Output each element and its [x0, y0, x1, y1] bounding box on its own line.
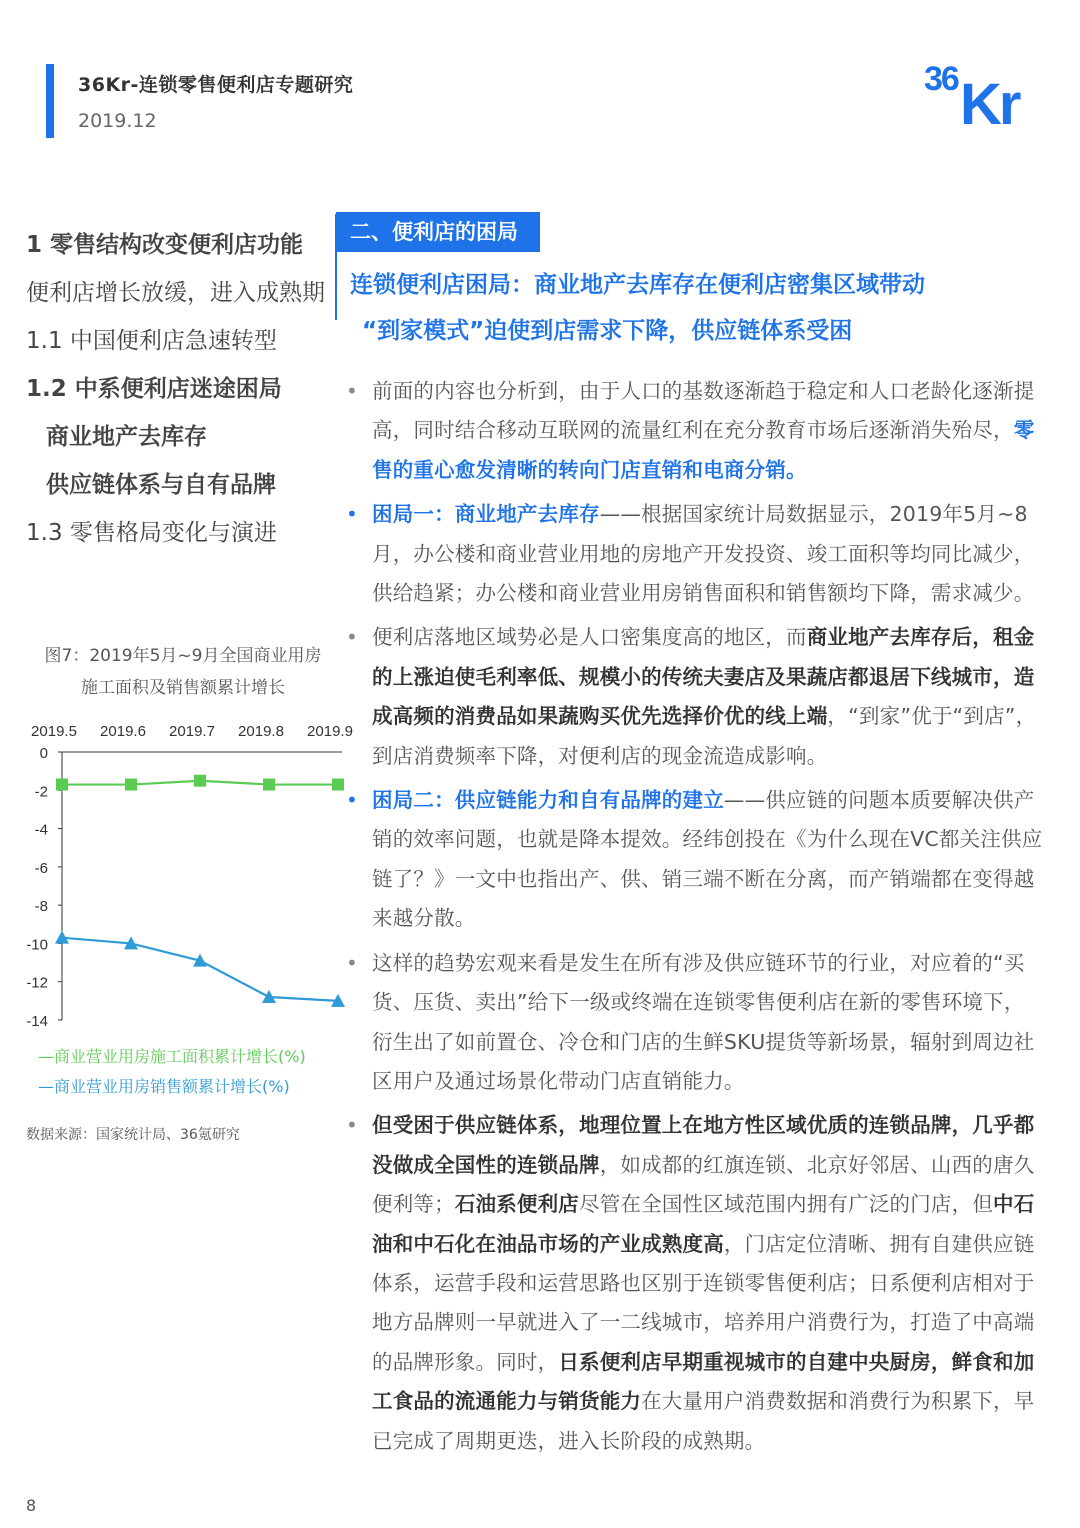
bullet-icon: • — [346, 379, 358, 403]
36kr-logo — [922, 58, 1042, 137]
line-chart — [0, 710, 353, 1030]
y-tick-label: -14 — [26, 1013, 48, 1030]
chart-title: 图7：2019年5月~9月全国商业用房 施工面积及销售额累计增长 — [44, 646, 322, 698]
header-accent-bar — [46, 64, 54, 138]
x-tick-label: 2019.7 — [169, 723, 215, 740]
data-point-square — [56, 779, 68, 791]
paragraph: • 这样的趋势宏观来看是发生在所有涉及供应链环节的行业，对应着的“买货、压货、卖出”给下一级或终端在连锁零售便利店在新的零售环境下，衍生出了如前置仓、冷仓和门店的生鲜SKU提货等新场景，辐射到周边社区用户及通过场景化带动门店直销能力。 — [344, 944, 1044, 1102]
svg-text:Kr: Kr — [960, 72, 1019, 137]
y-tick-label: -6 — [34, 859, 48, 877]
paragraph: • 困局一：商业地产去库存——根据国家统计局数据显示，2019年5月~8月，办公楼和商业营业用地的房地产开发投资、竣工面积等均同比减少，供给趋紧；办公楼和商业营业用房销售面积和销售额均下降，需求减少。 — [344, 495, 1044, 613]
bullet-icon: • — [346, 502, 358, 527]
page-number: 8 — [26, 1496, 37, 1515]
toc-item[interactable]: 1.2 中系便利店迷途困局 — [26, 376, 282, 402]
y-tick-label: 0 — [39, 745, 48, 762]
legend-item-sales: —商业营业用房销售额累计增长(%) — [38, 1077, 290, 1096]
paragraph: • 但受困于供应链体系，地理位置上在地方性区域优质的连锁品牌，几乎都没做成全国性的连锁品牌，如成都的红旗连锁、北京好邻居、山西的唐久便利等；石油系便利店尽管在全国性区域范围内拥有广泛的门店，但中石油和中石化在油品市场的产业成熟度高，门店定位清晰、拥有自建供应链体系，运营手段和运营思路也区别于连锁零售便利店；日系便利店相对于地方品牌则一早就进入了一二线城市，培养用户消费行为，打造了中高端的品牌形象。同时，日系便利店早期重视城市的自建中央厨房，鲜食和加工食品的流通能力与销货能力在大量用户消费数据和消费行为积累下，早已完成了周期更迭，进入长阶段的成熟期。 — [344, 1106, 1044, 1461]
paragraph: • 前面的内容也分析到，由于人口的基数逐渐趋于稳定和人口老龄化逐渐提高，同时结合移动互联网的流量红利在充分教育市场后逐渐消失殆尽，零售的重心愈发清晰的转向门店直销和电商分销。 — [344, 372, 1044, 490]
toc-item[interactable]: 1.1 中国便利店急速转型 — [26, 328, 277, 354]
toc-item[interactable]: 商业地产去库存 — [46, 424, 207, 450]
headline-line: “到家模式”迫使到店需求下降，供应链体系受困 — [362, 318, 853, 344]
legend-item-construction: —商业营业用房施工面积累计增长(%) — [38, 1047, 306, 1066]
x-tick-label: 2019.5 — [31, 723, 77, 740]
x-tick-label: 2019.8 — [238, 723, 284, 740]
paragraph: • 困局二：供应链能力和自有品牌的建立——供应链的问题本质要解决供产销的效率问题，也就是降本提效。经纬创投在《为什么现在VC都关注供应链了？》一文中也指出产、供、销三端不断在分离，而产销端都在变得越来越分散。 — [344, 781, 1044, 939]
toc-item[interactable]: 便利店增长放缓，进入成熟期 — [26, 280, 325, 306]
headline-line: 连锁便利店困局：商业地产去库存在便利店密集区域带动 — [350, 272, 925, 298]
data-point-square — [194, 775, 206, 787]
bullet-icon: • — [346, 1113, 358, 1138]
data-point-square — [125, 779, 137, 791]
x-tick-label: 2019.9 — [307, 723, 353, 740]
y-tick-label: -10 — [26, 936, 48, 954]
toc-item[interactable]: 1 零售结构改变便利店功能 — [26, 232, 304, 258]
bullet-icon: • — [346, 625, 358, 650]
data-point-square — [332, 779, 344, 791]
body-text — [344, 372, 1044, 1466]
report-title: 36Kr-连锁零售便利店专题研究 — [78, 74, 354, 96]
data-source: 数据来源：国家统计局、36氪研究 — [26, 1127, 240, 1143]
svg-text:36: 36 — [924, 60, 958, 98]
toc-item[interactable]: 供应链体系与自有品牌 — [46, 472, 276, 498]
bullet-icon: • — [346, 950, 358, 975]
y-tick-label: -4 — [34, 821, 48, 839]
toc-item[interactable]: 1.3 零售格局变化与演进 — [26, 520, 277, 546]
data-point-square — [263, 779, 275, 791]
x-tick-label: 2019.6 — [100, 723, 146, 740]
report-date: 2019.12 — [78, 110, 157, 132]
y-tick-label: -8 — [34, 898, 48, 916]
series-line-1 — [62, 938, 338, 1001]
y-tick-label: -12 — [26, 974, 48, 992]
paragraph: • 便利店落地区域势必是人口密集度高的地区，而商业地产去库存后，租金的上涨迫使毛利率低、规模小的传统夫妻店及果蔬店都退居下线城市，造成高频的消费品如果蔬购买优先选择价优的线上端，“到家”优于“到店”，到店消费频率下降，对便利店的现金流造成影响。 — [344, 618, 1044, 776]
section-headline — [350, 262, 1050, 354]
section-label: 二、便利店的困局 — [336, 212, 540, 252]
y-tick-label: -2 — [34, 783, 48, 801]
bullet-icon: • — [346, 788, 358, 813]
